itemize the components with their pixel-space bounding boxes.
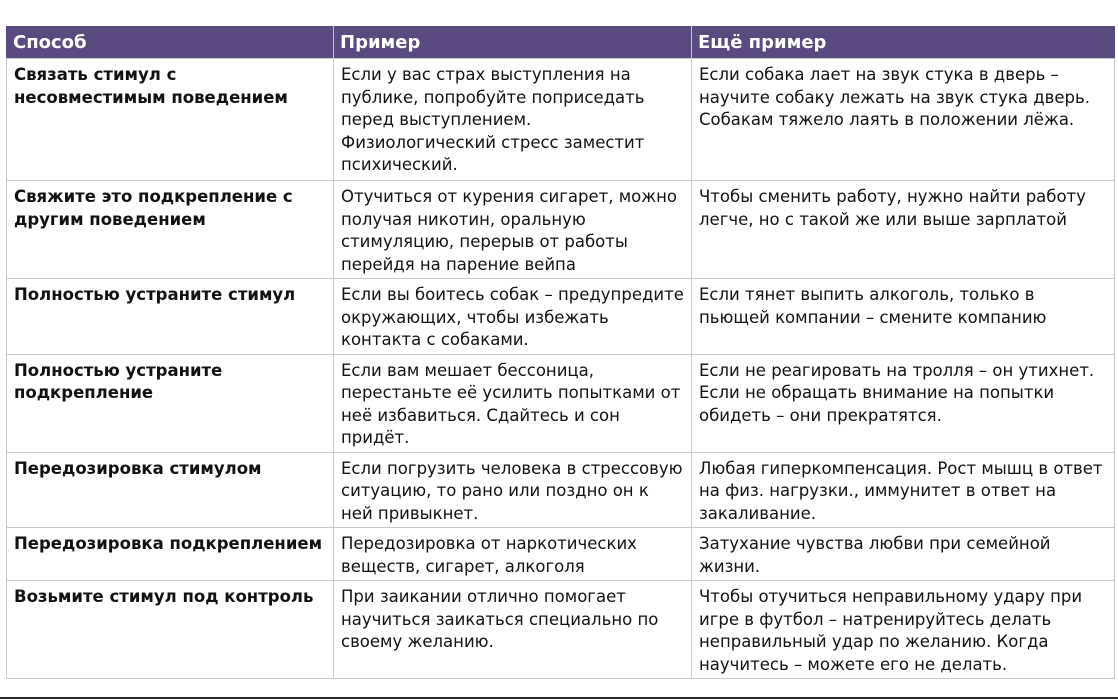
- table-row: [7, 59, 1115, 181]
- table-row: [7, 279, 1115, 355]
- table-header: [7, 27, 1115, 59]
- table-row: [7, 452, 1115, 528]
- header-method: Способ: [7, 27, 334, 59]
- methods-table: [6, 26, 1115, 679]
- method-cell: Связать стимул с несовместимым поведением: [7, 59, 334, 181]
- example-cell: Если вы боитесь собак – предупредите окружающих, чтобы избежать контакта с собаками.: [334, 279, 692, 355]
- another-example-cell: Любая гиперкомпенсация. Рост мышц в ответ на физ. нагрузки., иммунитет в ответ на закаливание.: [692, 452, 1115, 528]
- table-row: [7, 181, 1115, 279]
- another-example-cell: Если не реагировать на тролля – он утихнет. Если не обращать внимание на попытки обидеть – они прекратятся.: [692, 354, 1115, 452]
- another-example-cell: Если собака лает на звук стука в дверь – научите собаку лежать на звук стука дверь. Собакам тяжело лаять в положении лёжа.: [692, 59, 1115, 181]
- table-body: [7, 59, 1115, 679]
- bottom-divider: [0, 697, 1118, 699]
- method-cell: Возьмите стимул под контроль: [7, 581, 334, 679]
- example-cell: Если у вас страх выступления на публике, попробуйте поприседать перед выступлением. Физиологический стресс заместит психический.: [334, 59, 692, 181]
- table-row: [7, 354, 1115, 452]
- another-example-cell: Чтобы сменить работу, нужно найти работу легче, но с такой же или выше зарплатой: [692, 181, 1115, 279]
- table-row: [7, 528, 1115, 581]
- header-row: [7, 27, 1115, 59]
- header-example: Пример: [334, 27, 692, 59]
- method-cell: Свяжите это подкрепление с другим поведением: [7, 181, 334, 279]
- method-cell: Передозировка стимулом: [7, 452, 334, 528]
- another-example-cell: Чтобы отучиться неправильному удару при игре в футбол – натренируйтесь делать неправильный удар по желанию. Когда научитесь – можете его не делать.: [692, 581, 1115, 679]
- another-example-cell: Если тянет выпить алкоголь, только в пьющей компании – смените компанию: [692, 279, 1115, 355]
- another-example-cell: Затухание чувства любви при семейной жизни.: [692, 528, 1115, 581]
- example-cell: Если погрузить человека в стрессовую ситуацию, то рано или поздно он к ней привыкнет.: [334, 452, 692, 528]
- method-cell: Передозировка подкреплением: [7, 528, 334, 581]
- example-cell: При заикании отлично помогает научиться заикаться специально по своему желанию.: [334, 581, 692, 679]
- method-cell: Полностью устраните стимул: [7, 279, 334, 355]
- example-cell: Передозировка от наркотических веществ, сигарет, алкоголя: [334, 528, 692, 581]
- example-cell: Если вам мешает бессоница, перестаньте её усилить попытками от неё избавиться. Сдайтесь и сон придёт.: [334, 354, 692, 452]
- method-cell: Полностью устраните подкрепление: [7, 354, 334, 452]
- example-cell: Отучиться от курения сигарет, можно получая никотин, оральную стимуляцию, перерыв от работы перейдя на парение вейпа: [334, 181, 692, 279]
- header-another-example: Ещё пример: [692, 27, 1115, 59]
- table-row: [7, 581, 1115, 679]
